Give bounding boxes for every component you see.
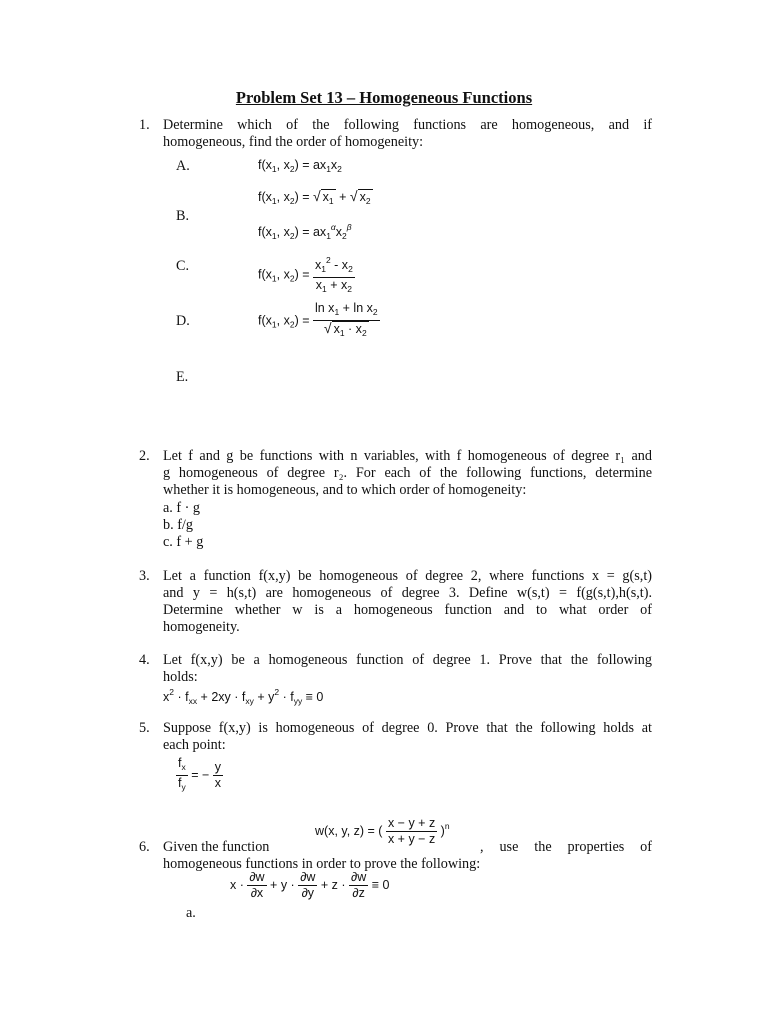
problem-1-label-e: E. [176,369,189,385]
formula-problem-6-w: w(x, y, z) = ( $\frac{x - y + z}{x + y - z}$ )$^n$ [315,816,450,846]
formula-a: $f(x_1$, $x_2) = ax_1x_2$ [258,158,342,174]
problem-1-number: 1. [139,117,150,133]
problem-4-line-1: Let f(x,y) be a homogeneous function of degree 1. Prove that the following [163,652,652,668]
problem-1-line-2: homogeneous, find the order of homogeneity: [163,134,424,150]
problem-1-label-c: C. [176,258,190,274]
problem-1-line-1: Determine which of the following functions are homogeneous, and if [163,117,652,133]
formula-c: $f(x_1$, $x_2$) = $\frac{x_1^2 - x_2}{x_1 + x_2}$ [258,255,353,294]
problem-3-number: 3. [139,568,150,584]
problem-3-line-4: homogeneity. [163,619,240,635]
problem-5-text [163,720,652,754]
formula-d: $f(x_1$, $x_2$) = $\frac{\ln x_1 + \ln x_2}{√ x_1 \cdot x_2}$ [258,301,380,341]
page-title: Problem Set 13 – Homogeneous Functions [235,88,533,107]
problem-2-item-a: a. f · g [163,500,201,516]
problem-6-use-text: , use the properties of [480,839,652,855]
problem-3-line-2: and y = h(s,t) are homogeneous of degree 3. Define w(s,t) = f(g(s,t),h(s,t). [163,585,652,601]
problem-2-line-2: g homogeneous of degree r₂. For each of the following functions, determine [163,465,652,481]
problem-1-text [163,117,652,151]
problem-2-text [163,448,652,499]
problem-6-line-2: homogeneous functions in order to prove the following: [163,856,481,872]
problem-1-label-a: A. [176,158,190,174]
problem-3-line-1: Let a function f(x,y) be homogeneous of degree 2, where functions x = g(s,t) [163,568,652,584]
problem-2-number: 2. [139,448,150,464]
problem-3-line-3: Determine whether w is a homogeneous function and to what order of [163,602,652,618]
problem-4-line-2: holds: [163,669,198,685]
formula-problem-5: $\frac{f_x}{f_y}$ = − $\frac{y}{x}$ [178,756,222,792]
problem-2-line-1: Let f and g be functions with n variables, with f homogeneous of degree r₁ and [163,448,652,464]
problem-2-line-3: whether it is homogeneous, and to which order of homogeneity: [163,482,527,498]
problem-6-item-a: a. [186,905,196,921]
problem-5-line-1: Suppose f(x,y) is homogeneous of degree 0. Prove that the following holds at [163,720,652,736]
problem-3-text [163,568,652,636]
problem-2-item-b: b. f/g [163,517,193,533]
problem-4-number: 4. [139,652,150,668]
problem-6-given-text: Given the function [163,839,270,855]
formula-b-power: $f(x_1$, $x_2) = ax_1^\alpha x_2^\beta$ [258,222,352,241]
formula-problem-4: $x^2 \cdot f_{xx} + 2xy \cdot f_{xy} + y^2 \cdot f_{yy} \equiv 0$ [163,687,324,706]
problem-2-item-c: c. f + g [163,534,204,550]
problem-4-text [163,652,652,686]
problem-5-number: 5. [139,720,150,736]
problem-1-label-b: B. [176,208,190,224]
formula-problem-6-identity: x · $\frac{\partial w}{\partial x}$ + y · $\frac{\partial w}{\partial y}$ + z · $\frac{\partial w}{\partial z}$ ≡ 0 [230,870,390,900]
problem-1-label-d: D. [176,313,190,329]
problem-5-line-2: each point: [163,737,226,753]
formula-b-sqrt: $f(x_1$, $x_2$) = √ $x_1$ + √ $x_2$ [258,188,371,206]
problem-6-number: 6. [139,839,150,855]
